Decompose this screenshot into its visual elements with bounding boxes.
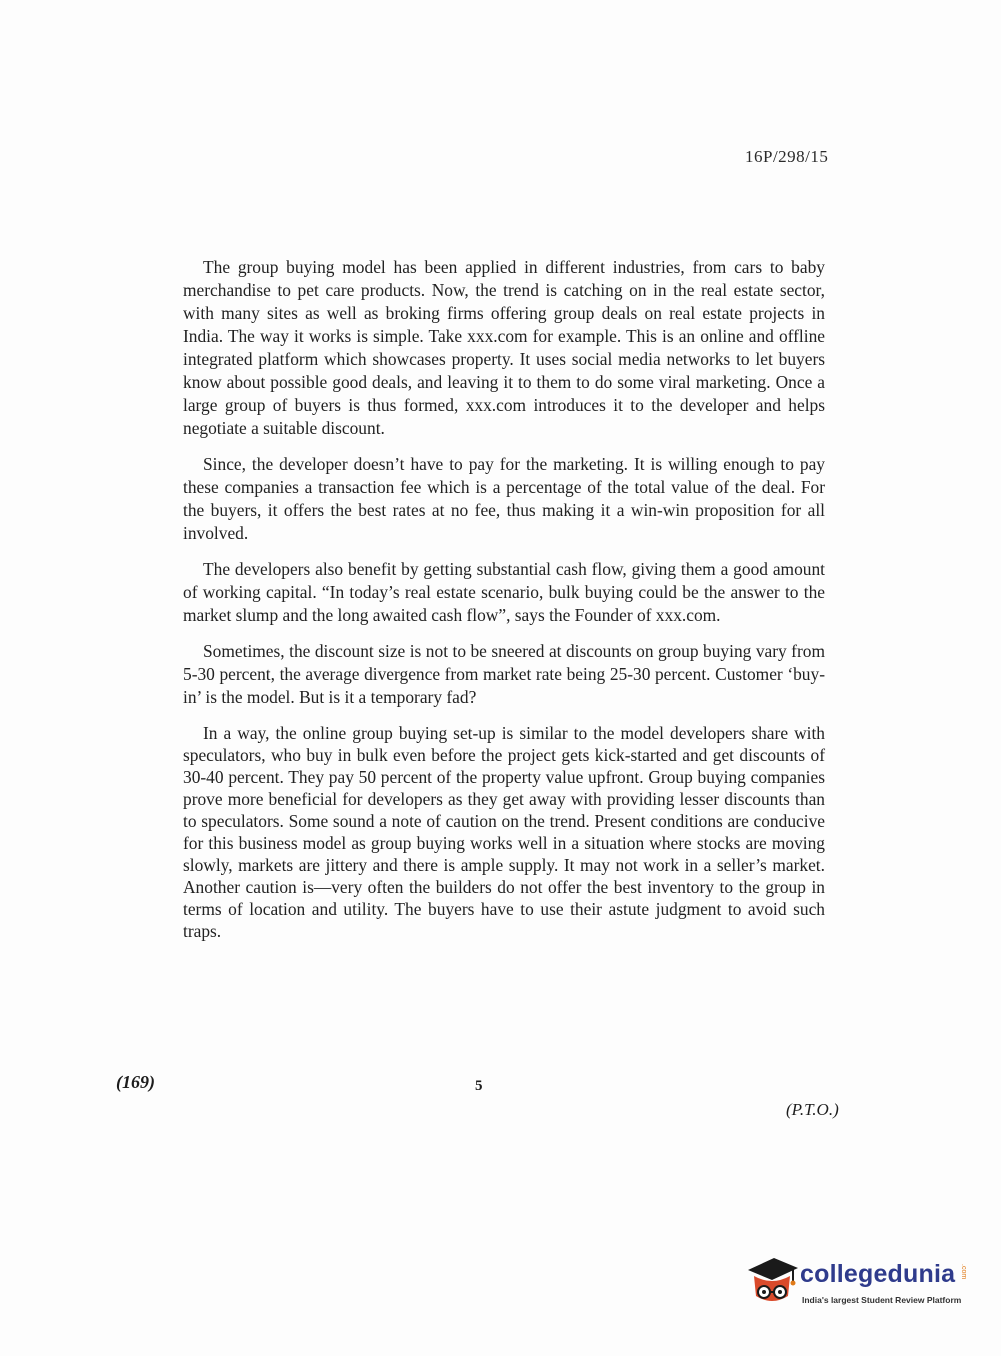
- please-turn-over: (P.T.O.): [786, 1100, 839, 1119]
- mascot-icon: [742, 1252, 802, 1312]
- booklet-code: (169): [116, 1072, 155, 1092]
- paragraph-4: Sometimes, the discount size is not to be sneered at discounts on group buying vary from 5-30 percent, the average divergence from market rate being 25-30 percent. Customer ‘buy-in’ is the model. But is it a temporary fad?: [183, 641, 825, 707]
- paragraph-2: Since, the developer doesn’t have to pay for the marketing. It is willing enough to pay these companies a transaction fee which is a percentage of the total value of the deal. For the buyers, it offers the best rates at no fee, thus making it a win-win proposition for all involved.: [183, 454, 825, 543]
- brand-name: collegedunia: [800, 1260, 956, 1288]
- paragraph-3: The developers also benefit by getting substantial cash flow, giving them a good amount of working capital. “In today’s real estate scenario, bulk buying could be the answer to the market slump and the long awaited cash flow”, says the Founder of xxx.com.: [183, 559, 825, 625]
- collegedunia-watermark: [742, 1250, 972, 1320]
- brand-tagline: India's largest Student Review Platform: [802, 1295, 962, 1305]
- paragraph-1: The group buying model has been applied in different industries, from cars to baby merchandise to pet care products. Now, the trend is catching on in the real estate sector, with many sites as well as broking firms offering group deals on real estate projects in India. The way it works is simple. Take xxx.com for example. This is an online and offline integrated platform which showcases property. It uses social media networks to let buyers know about possible good deals, and leaving it to them to do some viral marketing. Once a large group of buyers is thus formed, xxx.com introduces it to the developer and helps negotiate a suitable discount.: [183, 257, 825, 438]
- paper-code: 16P/298/15: [745, 147, 829, 166]
- paragraph-5: In a way, the online group buying set-up is similar to the model developers share with speculators, who buy in bulk even before the project gets kick-started and get discounts of 30-40 percent. They pay 50 percent of the property value upfront. Group buying companies prove more beneficial for developers as they get away with providing lesser discounts than to speculators. Some sound a note of caution on the trend. Present conditions are conducive for this business model as group buying works well in a situation where stocks are moving slowly, markets are jittery and there is ample supply. It may not work in a seller’s market. Another caution is—very often the builders do not offer the best inventory to the group in terms of location and utility. The buyers have to use their astute judgment to avoid such traps.: [183, 723, 825, 941]
- brand-domain: .com: [960, 1264, 967, 1280]
- page-number: 5: [475, 1078, 483, 1094]
- passage: [183, 256, 825, 955]
